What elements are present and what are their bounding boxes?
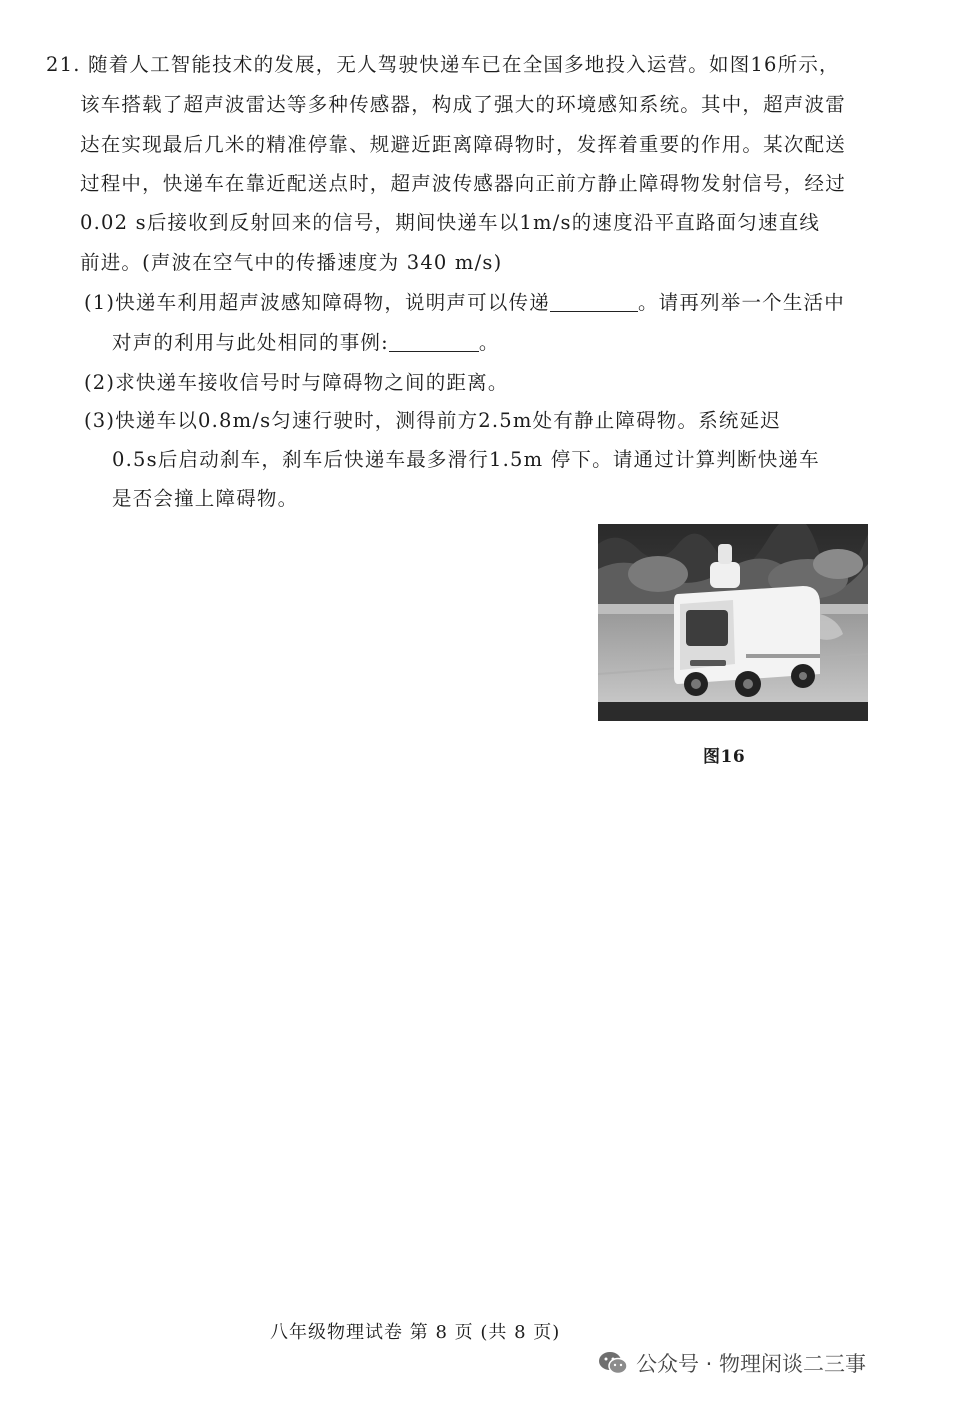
answer-blank-1[interactable] [550,291,638,312]
part-1-text-a: (1)快递车利用超声波感知障碍物，说明声可以传递 [84,291,550,314]
part-1-text-d: 。 [478,331,500,354]
question-line-5: 0.02 s后接收到反射回来的信号，期间快递车以1m/s的速度沿平直路面匀速直线 [80,211,821,234]
delivery-vehicle-illustration [598,524,868,721]
question-line-6: 前进。(声波在空气中的传播速度为 340 m/s) [80,251,503,274]
watermark-text: 公众号 · 物理闲谈二三事 [636,1352,867,1376]
part-2: (2)求快递车接收信号时与障碍物之间的距离。 [84,371,509,394]
part-1-text-b: 。请再列举一个生活中 [637,291,845,314]
part-3-line-3: 是否会撞上障碍物。 [112,487,299,510]
question-line-3: 达在实现最后几米的精准停靠、规避近距离障碍物时，发挥着重要的作用。某次配送 [80,133,846,156]
page-footer: 八年级物理试卷 第 8 页 (共 8 页) [270,1322,561,1343]
question-line-4: 过程中，快递车在靠近配送点时，超声波传感器向正前方静止障碍物发射信号，经过 [80,172,846,195]
part-1-line-2 [112,330,500,356]
figure-caption: 图16 [703,747,746,767]
watermark [598,1348,866,1378]
part-3-line-2: 0.5s后启动刹车，刹车后快递车最多滑行1.5m 停下。请通过计算判断快递车 [112,448,820,471]
wechat-icon [598,1350,628,1376]
answer-blank-2[interactable] [389,331,479,352]
part-1-text-c: 对声的利用与此处相同的事例: [112,331,389,354]
question-line-2: 该车搭载了超声波雷达等多种传感器，构成了强大的环境感知系统。其中，超声波雷 [80,93,846,116]
part-1-line-1 [84,290,845,316]
part-3-line-1: (3)快递车以0.8m/s匀速行驶时，测得前方2.5m处有静止障碍物。系统延迟 [84,409,782,432]
question-line-1: 21. 随着人工智能技术的发展，无人驾驶快递车已在全国多地投入运营。如图16所示， [46,53,840,76]
delivery-vehicle-photo [598,524,868,721]
